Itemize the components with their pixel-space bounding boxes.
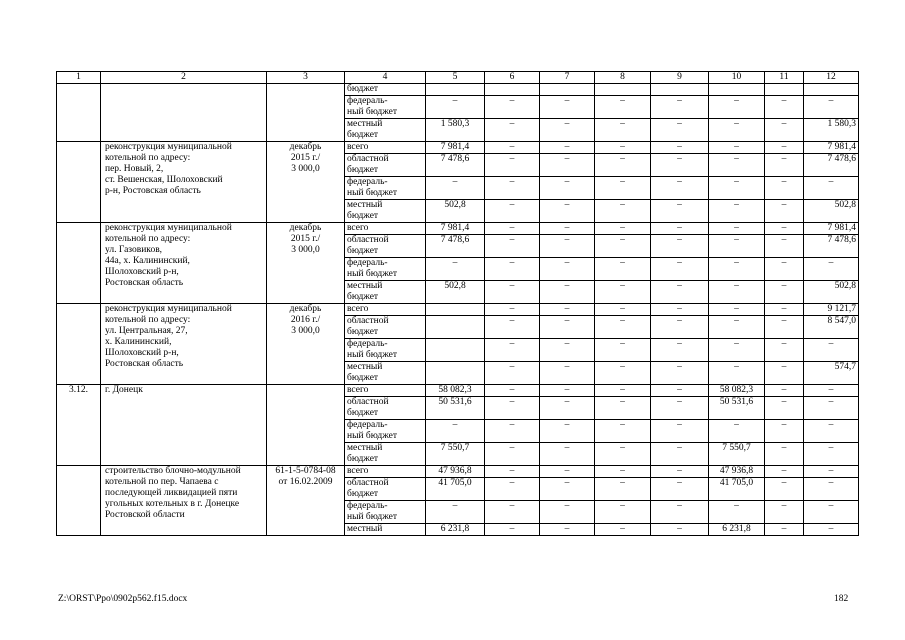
table-row: 3.12. г. Донецк всего 58 082,3 – – – – 58 082,3 – –	[57, 385, 859, 397]
column-number: 5	[426, 72, 485, 84]
empty-value-dash: –	[651, 339, 709, 362]
object-date: декабрь 2015 г./ 3 000,0	[267, 142, 345, 223]
table-row: местный бюджет 7 550,7 – – – – 7 550,7 – –	[57, 443, 859, 466]
empty-value-dash: –	[595, 154, 651, 177]
header-row	[57, 72, 859, 84]
table-row: местный бюджет – – – – – – 574,7	[57, 362, 859, 385]
table-row: реконструкция муниципальной котельной по адресу: ул. Газовиков, 44а, х. Калининский, Шолоховский р-н, Ростовская область декабрь 2015 г./ 3 000,0 всего 7 981,4 – – – – – – 7 981,4	[57, 223, 859, 235]
column-number: 1	[57, 72, 101, 84]
empty-value-dash: –	[540, 142, 595, 154]
empty-value-dash: –	[709, 223, 765, 235]
empty-value-dash: –	[765, 154, 804, 177]
empty-value-dash: –	[765, 501, 804, 524]
empty-value-dash: –	[595, 443, 651, 466]
empty-value-dash: –	[765, 478, 804, 501]
empty-value-dash: –	[485, 235, 540, 258]
empty-value-dash: –	[485, 200, 540, 223]
page-number: 182	[834, 594, 849, 604]
empty-value-dash: –	[595, 223, 651, 235]
table-row	[57, 84, 859, 96]
empty-value-dash: –	[709, 96, 765, 119]
empty-value-dash: –	[709, 119, 765, 142]
empty-value-dash: –	[804, 478, 859, 501]
empty-value-dash: –	[540, 304, 595, 316]
object-name: реконструкция муниципальной котельной по адресу: ул. Газовиков, 44а, х. Калининский, Шолоховский р-н, Ростовская область	[101, 223, 267, 304]
empty-value-dash: –	[709, 200, 765, 223]
empty-value-dash: –	[651, 478, 709, 501]
budget-type: местный бюджет	[345, 362, 426, 385]
column-number: 6	[485, 72, 540, 84]
empty-value-dash: –	[651, 142, 709, 154]
empty-value-dash: –	[540, 316, 595, 339]
empty-value-dash: –	[651, 258, 709, 281]
empty-value-dash: –	[765, 235, 804, 258]
empty-value-dash: –	[709, 235, 765, 258]
empty-value-dash: –	[804, 385, 859, 397]
empty-value-dash: –	[765, 223, 804, 235]
empty-value-dash: –	[426, 96, 485, 119]
empty-value-dash: –	[485, 119, 540, 142]
empty-value-dash: –	[765, 420, 804, 443]
table-row: областной бюджет – – – – – – 8 547,0	[57, 316, 859, 339]
empty-value-dash: –	[765, 96, 804, 119]
empty-value-dash: –	[485, 142, 540, 154]
empty-value-dash: –	[651, 281, 709, 304]
empty-value-dash: –	[485, 258, 540, 281]
budget-type: областной бюджет	[345, 316, 426, 339]
table-row: местный 6 231,8 – – – – 6 231,8 – –	[57, 524, 859, 536]
empty-value-dash: –	[651, 385, 709, 397]
empty-value-dash: –	[804, 397, 859, 420]
budget-type: федераль- ный бюджет	[345, 339, 426, 362]
budget-type: местный бюджет	[345, 119, 426, 142]
empty-value-dash: –	[651, 223, 709, 235]
empty-value-dash: –	[804, 420, 859, 443]
empty-value-dash: –	[651, 96, 709, 119]
empty-value-dash: –	[595, 119, 651, 142]
empty-value-dash: –	[485, 385, 540, 397]
empty-value-dash: –	[540, 466, 595, 478]
object-name: г. Донецк	[101, 385, 267, 466]
empty-value-dash: –	[485, 177, 540, 200]
empty-value-dash: –	[709, 142, 765, 154]
table-row: областной бюджет 41 705,0 – – – – 41 705,0 – –	[57, 478, 859, 501]
object-name: реконструкция муниципальной котельной по адресу: пер. Новый, 2, ст. Вешенская, Шолоховский р-н, Ростовская область	[101, 142, 267, 223]
empty-value-dash: –	[709, 501, 765, 524]
empty-value-dash: –	[595, 304, 651, 316]
table-row: областной бюджет 7 478,6 – – – – – – 7 478,6	[57, 235, 859, 258]
budget-table	[56, 71, 859, 536]
empty-value-dash: –	[426, 420, 485, 443]
empty-value-dash: –	[595, 281, 651, 304]
budget-type: областной бюджет	[345, 154, 426, 177]
column-number: 12	[804, 72, 859, 84]
budget-type: областной бюджет	[345, 478, 426, 501]
section-number: 3.12.	[57, 385, 101, 466]
empty-value-dash: –	[651, 304, 709, 316]
empty-value-dash: –	[540, 223, 595, 235]
empty-value-dash: –	[651, 362, 709, 385]
empty-value-dash: –	[485, 362, 540, 385]
empty-value-dash: –	[804, 443, 859, 466]
empty-value-dash: –	[651, 524, 709, 536]
empty-value-dash: –	[804, 177, 859, 200]
empty-value-dash: –	[651, 443, 709, 466]
table-row: областной бюджет 50 531,6 – – – – 50 531,6 – –	[57, 397, 859, 420]
column-number: 9	[651, 72, 709, 84]
empty-value-dash: –	[765, 362, 804, 385]
empty-value-dash: –	[595, 339, 651, 362]
empty-value-dash: –	[595, 501, 651, 524]
budget-type: всего	[345, 385, 426, 397]
empty-value-dash: –	[540, 385, 595, 397]
empty-value-dash: –	[595, 397, 651, 420]
empty-value-dash: –	[765, 281, 804, 304]
empty-value-dash: –	[709, 281, 765, 304]
empty-value-dash: –	[540, 501, 595, 524]
column-number: 7	[540, 72, 595, 84]
empty-value-dash: –	[540, 281, 595, 304]
empty-value-dash: –	[651, 397, 709, 420]
table-row: реконструкция муниципальной котельной по адресу: ул. Центральная, 27, х. Калининский, Шолоховский р-н, Ростовская область декабрь 2016 г./ 3 000,0 всего – – – – – – 9 121,7	[57, 304, 859, 316]
empty-value-dash: –	[595, 96, 651, 119]
budget-type: местный бюджет	[345, 200, 426, 223]
empty-value-dash: –	[651, 200, 709, 223]
empty-value-dash: –	[595, 258, 651, 281]
empty-value-dash: –	[709, 304, 765, 316]
budget-type: федераль- ный бюджет	[345, 177, 426, 200]
empty-value-dash: –	[804, 501, 859, 524]
column-number: 10	[709, 72, 765, 84]
empty-value-dash: –	[540, 339, 595, 362]
empty-value-dash: –	[804, 524, 859, 536]
empty-value-dash: –	[765, 397, 804, 420]
empty-value-dash: –	[595, 524, 651, 536]
empty-value-dash: –	[651, 466, 709, 478]
empty-value-dash: –	[485, 154, 540, 177]
column-number: 3	[267, 72, 345, 84]
empty-value-dash: –	[651, 177, 709, 200]
empty-value-dash: –	[426, 177, 485, 200]
empty-value-dash: –	[540, 258, 595, 281]
empty-value-dash: –	[540, 177, 595, 200]
empty-value-dash: –	[426, 258, 485, 281]
empty-value-dash: –	[595, 385, 651, 397]
empty-value-dash: –	[651, 420, 709, 443]
empty-value-dash: –	[765, 200, 804, 223]
empty-value-dash: –	[595, 420, 651, 443]
empty-value-dash: –	[540, 119, 595, 142]
empty-value-dash: –	[485, 397, 540, 420]
empty-value-dash: –	[540, 397, 595, 420]
empty-value-dash: –	[485, 501, 540, 524]
empty-value-dash: –	[540, 96, 595, 119]
column-number: 8	[595, 72, 651, 84]
empty-value-dash: –	[540, 443, 595, 466]
budget-type: всего	[345, 223, 426, 235]
object-name: строительство блочно-модульной котельной по пер. Чапаева с последующей ликвидацией пяти угольных котельных в г. Донецке Ростовской области	[101, 466, 267, 536]
empty-value-dash: –	[485, 524, 540, 536]
empty-value-dash: –	[485, 478, 540, 501]
empty-value-dash: –	[804, 258, 859, 281]
empty-value-dash: –	[595, 362, 651, 385]
table-row: местный бюджет 502,8 – – – – – – 502,8	[57, 281, 859, 304]
budget-type: федераль- ный бюджет	[345, 258, 426, 281]
empty-value-dash: –	[765, 316, 804, 339]
column-number: 11	[765, 72, 804, 84]
budget-type: областной бюджет	[345, 235, 426, 258]
empty-value-dash: –	[765, 443, 804, 466]
column-number: 4	[345, 72, 426, 84]
budget-type: федераль- ный бюджет	[345, 420, 426, 443]
empty-value-dash: –	[540, 524, 595, 536]
empty-value-dash: –	[709, 258, 765, 281]
table-row: областной бюджет 7 478,6 – – – – – – 7 478,6	[57, 154, 859, 177]
empty-value-dash: –	[485, 316, 540, 339]
empty-value-dash: –	[595, 200, 651, 223]
empty-value-dash: –	[651, 316, 709, 339]
empty-value-dash: –	[595, 316, 651, 339]
budget-type: федераль- ный бюджет	[345, 501, 426, 524]
empty-value-dash: –	[765, 385, 804, 397]
empty-value-dash: –	[540, 235, 595, 258]
empty-value-dash: –	[804, 466, 859, 478]
empty-value-dash: –	[485, 443, 540, 466]
empty-value-dash: –	[765, 524, 804, 536]
empty-value-dash: –	[651, 235, 709, 258]
empty-value-dash: –	[765, 177, 804, 200]
object-name: реконструкция муниципальной котельной по адресу: ул. Центральная, 27, х. Калининский, Шолоховский р-н, Ростовская область	[101, 304, 267, 385]
budget-type: бюджет	[345, 84, 426, 96]
budget-type: областной бюджет	[345, 397, 426, 420]
column-number: 2	[101, 72, 267, 84]
budget-type: всего	[345, 304, 426, 316]
empty-value-dash: –	[595, 177, 651, 200]
empty-value-dash: –	[595, 142, 651, 154]
budget-type: местный	[345, 524, 426, 536]
table-row: строительство блочно-модульной котельной по пер. Чапаева с последующей ликвидацией пяти угольных котельных в г. Донецке Ростовской области 61-1-5-0784-08 от 16.02.2009 всего 47 936,8 – – – – 47 936,8 – –	[57, 466, 859, 478]
empty-value-dash: –	[595, 478, 651, 501]
table-row: реконструкция муниципальной котельной по адресу: пер. Новый, 2, ст. Вешенская, Шолоховский р-н, Ростовская область декабрь 2015 г./ 3 000,0 всего 7 981,4 – – – – – – 7 981,4	[57, 142, 859, 154]
empty-value-dash: –	[709, 362, 765, 385]
file-path: Z:\ORST\Ppo\0902p562.f15.docx	[58, 594, 188, 604]
object-date: декабрь 2015 г./ 3 000,0	[267, 223, 345, 304]
empty-value-dash: –	[709, 420, 765, 443]
empty-value-dash: –	[651, 119, 709, 142]
empty-value-dash: –	[540, 200, 595, 223]
empty-value-dash: –	[651, 501, 709, 524]
object-date: декабрь 2016 г./ 3 000,0	[267, 304, 345, 385]
empty-value-dash: –	[485, 304, 540, 316]
empty-value-dash: –	[804, 96, 859, 119]
empty-value-dash: –	[709, 177, 765, 200]
empty-value-dash: –	[765, 258, 804, 281]
empty-value-dash: –	[765, 142, 804, 154]
budget-type: всего	[345, 466, 426, 478]
empty-value-dash: –	[426, 501, 485, 524]
empty-value-dash: –	[765, 119, 804, 142]
empty-value-dash: –	[485, 466, 540, 478]
budget-type: федераль- ный бюджет	[345, 96, 426, 119]
budget-type: местный бюджет	[345, 443, 426, 466]
empty-value-dash: –	[540, 154, 595, 177]
empty-value-dash: –	[595, 235, 651, 258]
object-date: 61-1-5-0784-08 от 16.02.2009	[267, 466, 345, 536]
empty-value-dash: –	[651, 154, 709, 177]
empty-value-dash: –	[709, 339, 765, 362]
empty-value-dash: –	[709, 154, 765, 177]
budget-type: всего	[345, 142, 426, 154]
empty-value-dash: –	[595, 466, 651, 478]
empty-value-dash: –	[485, 223, 540, 235]
empty-value-dash: –	[540, 420, 595, 443]
empty-value-dash: –	[485, 339, 540, 362]
table-row: местный бюджет 502,8 – – – – – – 502,8	[57, 200, 859, 223]
empty-value-dash: –	[540, 362, 595, 385]
empty-value-dash: –	[765, 466, 804, 478]
empty-value-dash: –	[765, 339, 804, 362]
empty-value-dash: –	[485, 281, 540, 304]
empty-value-dash: –	[765, 304, 804, 316]
empty-value-dash: –	[485, 420, 540, 443]
table-row: местный бюджет 1 580,3 – – – – – – 1 580,3	[57, 119, 859, 142]
empty-value-dash: –	[540, 478, 595, 501]
empty-value-dash: –	[485, 96, 540, 119]
budget-type: местный бюджет	[345, 281, 426, 304]
empty-value-dash: –	[709, 316, 765, 339]
empty-value-dash: –	[804, 339, 859, 362]
